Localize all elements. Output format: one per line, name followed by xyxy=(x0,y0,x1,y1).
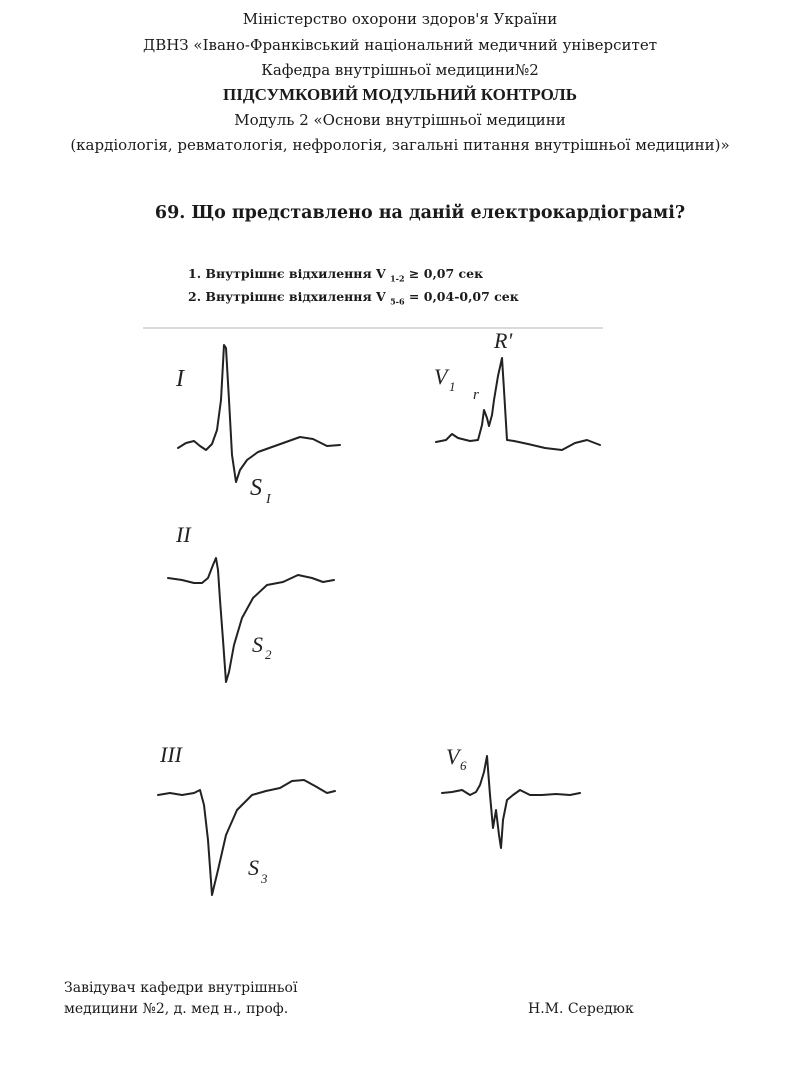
r-label: r xyxy=(473,387,479,403)
lead-label-v6: V xyxy=(446,744,460,769)
v1-sub: 1 xyxy=(449,379,456,394)
note-1-sub: 1-2 xyxy=(390,273,405,284)
s2-sub: 2 xyxy=(265,647,272,662)
s3-label: S xyxy=(248,855,259,880)
note-2-sub: 5-6 xyxy=(390,296,405,307)
s3-sub: 3 xyxy=(261,871,268,886)
v6-sub: 6 xyxy=(460,758,467,773)
s1-sub: I xyxy=(266,492,271,507)
ecg-trace-lead-v1 xyxy=(436,358,600,450)
ecg-trace-lead-i xyxy=(178,345,340,482)
signature-block xyxy=(64,978,297,1020)
signature-position-line2: медицини №2, д. мед н., проф. xyxy=(64,1001,289,1017)
note-1-text: 1. Внутрішнє відхилення V xyxy=(188,266,386,281)
exam-title: ПІДСУМКОВИЙ МОДУЛЬНИЙ КОНТРОЛЬ xyxy=(223,85,577,104)
ecg-trace-lead-ii xyxy=(168,558,334,682)
department-line: Кафедра внутрішньої медицини№2 xyxy=(261,61,539,79)
lead-label-iii: III xyxy=(160,742,182,767)
lead-label-ii: II xyxy=(176,522,191,547)
note-2 xyxy=(188,289,519,307)
signature-position-line1: Завідувач кафедри внутрішньої xyxy=(64,980,298,996)
lead-label-v1: V xyxy=(434,364,448,389)
question-title: 69. Що представлено на даній електрокардіограмі? xyxy=(154,203,686,223)
r-prime-label: R' xyxy=(494,328,513,353)
module-topics-line: (кардіологія, ревматологія, нефрологія, загальні питання внутрішньої медицини)» xyxy=(70,136,730,154)
ministry-line: Міністерство охорони здоров'я України xyxy=(242,10,558,28)
university-line: ДВНЗ «Івано-Франківський національний медичний університет xyxy=(143,36,657,54)
note-1 xyxy=(188,266,483,284)
ecg-figure xyxy=(0,320,800,950)
signature-name: Н.М. Середюк xyxy=(528,1001,634,1017)
note-2-value: = 0,04-0,07 сек xyxy=(408,289,519,304)
module-line: Модуль 2 «Основи внутрішньої медицини xyxy=(234,111,566,129)
s1-label: S xyxy=(250,475,262,501)
note-2-text: 2. Внутрішнє відхилення V xyxy=(188,289,386,304)
note-1-value: ≥ 0,07 сек xyxy=(408,266,484,281)
s2-label: S xyxy=(252,632,263,657)
lead-label-i: I xyxy=(176,366,184,392)
ecg-trace-lead-iii xyxy=(158,780,335,895)
